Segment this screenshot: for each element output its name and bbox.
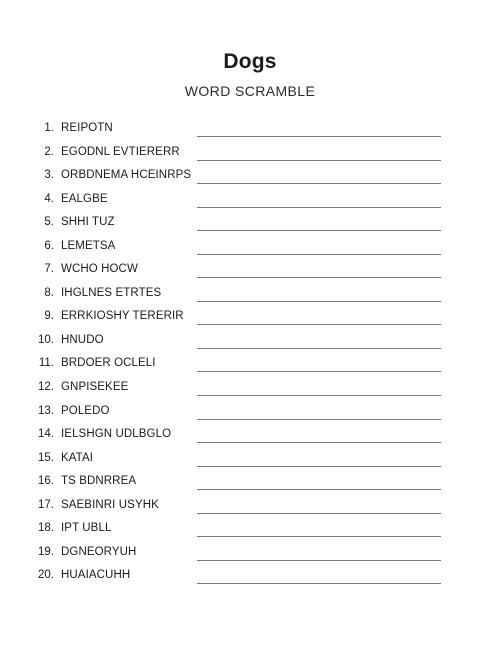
puzzle-number: 9.	[44, 310, 54, 323]
answer-line	[197, 136, 441, 137]
scrambled-word: BRDOER OCLELI	[61, 357, 156, 370]
puzzle-number: 13.	[38, 404, 54, 417]
puzzle-row	[0, 402, 500, 426]
answer-line	[197, 536, 441, 537]
puzzle-row	[0, 190, 500, 214]
answer-line	[197, 254, 441, 255]
puzzle-row	[0, 449, 500, 473]
puzzle-number: 20.	[38, 569, 54, 582]
scrambled-word: IPT UBLL	[61, 522, 112, 535]
answer-line	[197, 442, 441, 443]
puzzle-row	[0, 284, 500, 308]
answer-line	[197, 301, 441, 302]
puzzle-number: 3.	[44, 169, 54, 182]
puzzle-row	[0, 543, 500, 567]
scrambled-word: IELSHGN UDLBGLO	[61, 428, 172, 441]
scrambled-word: SAEBINRI USYHK	[61, 498, 159, 511]
puzzle-number: 5.	[44, 216, 54, 229]
puzzle-row	[0, 331, 500, 355]
puzzle-number: 14.	[38, 428, 54, 441]
scrambled-word: REIPOTN	[61, 122, 113, 134]
scrambled-word: ERRKIOSHY TERERIR	[61, 310, 184, 323]
puzzle-row	[0, 166, 500, 190]
answer-line	[197, 395, 441, 396]
puzzle-number: 18.	[38, 522, 54, 535]
answer-line	[197, 466, 441, 467]
puzzle-row	[0, 213, 500, 237]
puzzle-number: 11.	[38, 357, 54, 370]
scrambled-word: HUAIACUHH	[61, 569, 131, 582]
answer-line	[197, 419, 441, 420]
puzzle-row	[0, 260, 500, 284]
answer-line	[197, 583, 441, 584]
puzzle-row	[0, 119, 500, 143]
puzzle-row	[0, 566, 500, 590]
puzzle-number: 10.	[38, 333, 54, 346]
puzzle-row	[0, 496, 500, 520]
scrambled-word: SHHI TUZ	[61, 216, 115, 229]
answer-line	[197, 560, 441, 561]
scrambled-word: DGNEORYUH	[61, 545, 137, 558]
page-subtitle: WORD SCRAMBLE	[184, 83, 316, 99]
answer-line	[197, 230, 441, 231]
puzzle-list	[0, 119, 500, 590]
scrambled-word: IHGLNES ETRTES	[61, 286, 162, 299]
scrambled-word: LEMETSA	[61, 239, 116, 252]
puzzle-number: 12.	[38, 381, 54, 394]
page-title: Dogs	[223, 50, 277, 73]
answer-line	[197, 324, 441, 325]
puzzle-row	[0, 378, 500, 402]
scrambled-word: EALGBE	[61, 192, 108, 205]
puzzle-number: 4.	[44, 192, 54, 205]
puzzle-row	[0, 354, 500, 378]
answer-line	[197, 489, 441, 490]
puzzle-row	[0, 143, 500, 167]
puzzle-row	[0, 472, 500, 496]
puzzle-number: 8.	[44, 286, 54, 299]
puzzle-row	[0, 519, 500, 543]
puzzle-number: 7.	[44, 263, 54, 276]
puzzle-number: 16.	[38, 475, 54, 488]
puzzle-row	[0, 237, 500, 261]
puzzle-number: 19.	[38, 545, 54, 558]
scrambled-word: HNUDO	[61, 333, 104, 346]
scrambled-word: KATAI	[61, 451, 94, 464]
answer-line	[197, 183, 441, 184]
scrambled-word: ORBDNEMA HCEINRPS	[61, 169, 192, 182]
scrambled-word: WCHO HOCW	[61, 263, 138, 276]
scrambled-word: POLEDO	[61, 404, 110, 417]
answer-line	[197, 513, 441, 514]
puzzle-number: 6.	[44, 239, 54, 252]
answer-line	[197, 371, 441, 372]
answer-line	[197, 160, 441, 161]
puzzle-number: 15.	[38, 451, 54, 464]
answer-line	[197, 277, 441, 278]
puzzle-number: 2.	[44, 145, 54, 158]
scrambled-word: TS BDNRREA	[61, 475, 137, 488]
puzzle-number: 17.	[38, 498, 54, 511]
scrambled-word: GNPISEKEE	[61, 381, 129, 394]
answer-line	[197, 348, 441, 349]
puzzle-row	[0, 425, 500, 449]
scrambled-word: EGODNL EVTIERERR	[61, 145, 180, 158]
answer-line	[197, 207, 441, 208]
puzzle-number: 1.	[44, 122, 54, 134]
puzzle-row	[0, 307, 500, 331]
